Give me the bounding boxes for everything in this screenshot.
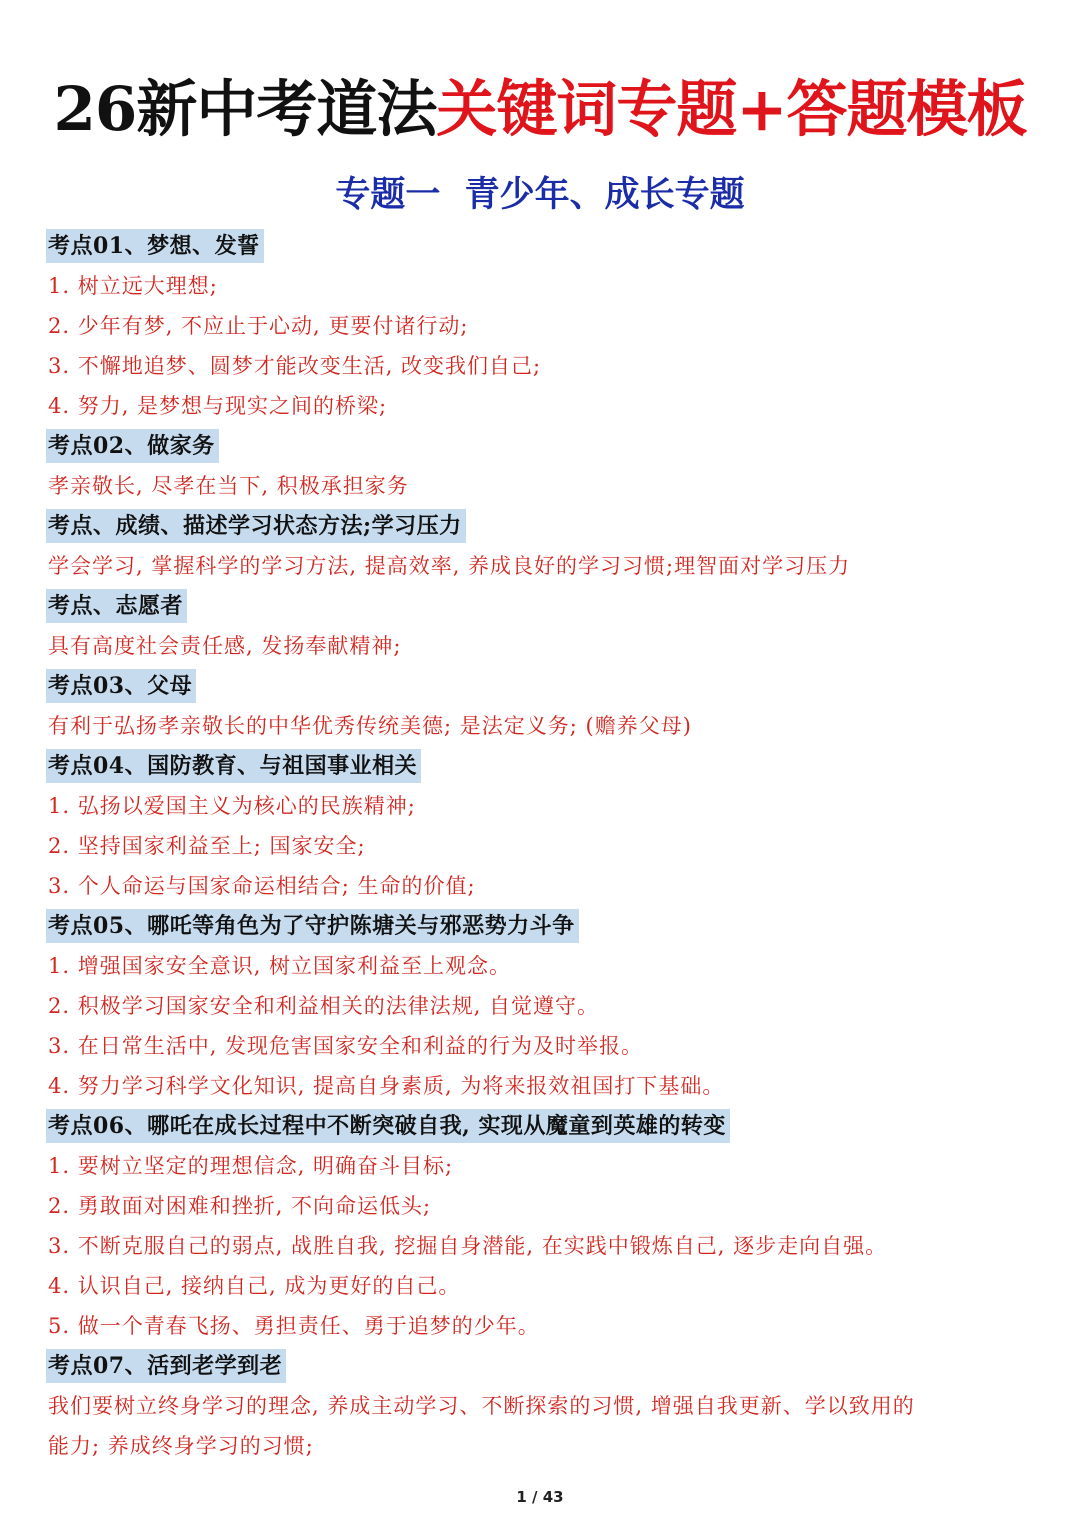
section-heading-row: [46, 906, 1046, 946]
section-heading-row: [46, 506, 1046, 546]
section-heading-row: [46, 426, 1046, 466]
section-line: 能力; 养成终身学习的习惯;: [48, 1434, 314, 1458]
page-indicator: 1 / 43: [516, 1488, 564, 1506]
section-line: 1. 要树立坚定的理想信念, 明确奋斗目标;: [48, 1154, 454, 1178]
section-heading-row: [46, 666, 1046, 706]
section-heading: 考点、志愿者: [46, 589, 187, 623]
section-line: 孝亲敬长, 尽孝在当下, 积极承担家务: [48, 474, 409, 498]
section-heading: 考点、成绩、描述学习状态方法;学习压力: [46, 509, 466, 543]
section-line: 1. 增强国家安全意识, 树立国家利益至上观念。: [48, 954, 512, 978]
section-line: 5. 做一个青春飞扬、勇担责任、勇于追梦的少年。: [48, 1314, 540, 1338]
section-line: 我们要树立终身学习的理念, 养成主动学习、不断探索的习惯, 增强自我更新、学以致用的: [48, 1394, 915, 1418]
section-line: 学会学习, 掌握科学的学习方法, 提高效率, 养成良好的学习习惯;理智面对学习压力: [48, 554, 851, 578]
section-line: 3. 不懈地追梦、圆梦才能改变生活, 改变我们自己;: [48, 354, 542, 378]
section-line: 具有高度社会责任感, 发扬奉献精神;: [48, 634, 402, 658]
section-line: 1. 弘扬以爱国主义为核心的民族精神;: [48, 794, 416, 818]
content-area: [46, 226, 1046, 1466]
section-line: 4. 努力, 是梦想与现实之间的桥梁;: [48, 394, 388, 418]
section-line: 3. 不断克服自己的弱点, 战胜自我, 挖掘自身潜能, 在实践中锻炼自己, 逐步走向自强。: [48, 1234, 888, 1258]
section-subtitle: 专题一 青少年、成长专题: [335, 174, 745, 215]
section-heading: 考点02、做家务: [46, 429, 219, 463]
section-line: 1. 树立远大理想;: [48, 274, 218, 298]
section-heading-row: [46, 586, 1046, 626]
section-heading: 考点06、哪吒在成长过程中不断突破自我, 实现从魔童到英雄的转变: [46, 1109, 730, 1143]
section-line: 2. 坚持国家利益至上; 国家安全;: [48, 834, 366, 858]
section-heading: 考点01、梦想、发誓: [46, 229, 264, 263]
title-red-part: 关键词专题+答题模板: [436, 74, 1027, 145]
section-heading: 考点07、活到老学到老: [46, 1349, 286, 1383]
section-line: 2. 少年有梦, 不应止于心动, 更要付诸行动;: [48, 314, 469, 338]
section-line: 2. 积极学习国家安全和利益相关的法律法规, 自觉遵守。: [48, 994, 600, 1018]
section-line: 3. 在日常生活中, 发现危害国家安全和利益的行为及时举报。: [48, 1034, 644, 1058]
section-heading: 考点05、哪吒等角色为了守护陈塘关与邪恶势力斗争: [46, 909, 579, 943]
section-line: 4. 努力学习科学文化知识, 提高自身素质, 为将来报效祖国打下基础。: [48, 1074, 725, 1098]
section-heading: 考点04、国防教育、与祖国事业相关: [46, 749, 421, 783]
section-line: 2. 勇敢面对困难和挫折, 不向命运低头;: [48, 1194, 432, 1218]
section-line: 有利于弘扬孝亲敬长的中华优秀传统美德; 是法定义务; (赡养父母): [48, 714, 692, 738]
section-heading-row: [46, 746, 1046, 786]
title-black-part: 26新中考道法: [53, 74, 437, 145]
section-line: 3. 个人命运与国家命运相结合; 生命的价值;: [48, 874, 476, 898]
section-heading-row: [46, 226, 1046, 266]
section-heading-row: [46, 1346, 1046, 1386]
section-heading-row: [46, 1106, 1046, 1146]
page-title: [0, 70, 1080, 150]
section-heading: 考点03、父母: [46, 669, 196, 703]
section-line: 4. 认识自己, 接纳自己, 成为更好的自己。: [48, 1274, 461, 1298]
